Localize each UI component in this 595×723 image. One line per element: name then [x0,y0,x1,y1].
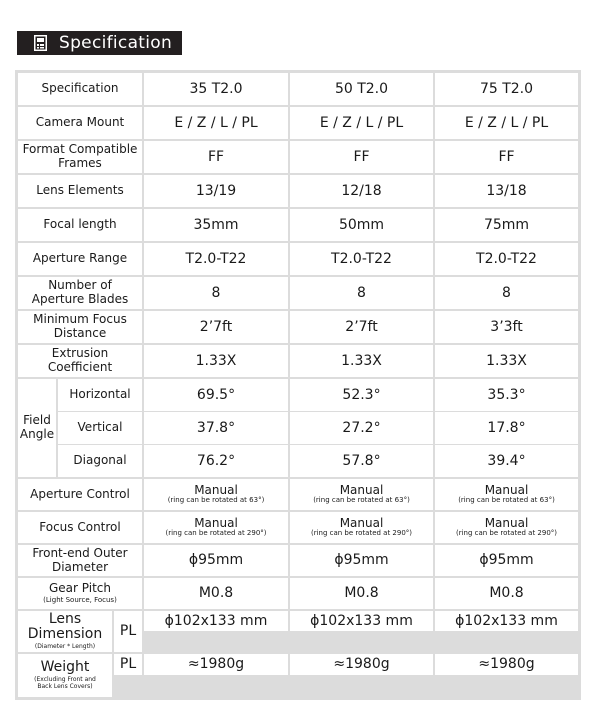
focus-control-2-note: (ring can be rotated at 290°) [310,529,413,538]
camera-mount-1: E / Z / L / PL [144,107,288,139]
label-focus-control: Focus Control [18,512,142,543]
model-1: 35 T2.0 [144,73,288,105]
blades-2: 8 [290,277,433,309]
format-3: FF [435,141,578,173]
label-weight-main: Weight [40,658,90,675]
weight-3: ≈1980g [435,654,578,675]
spec-sheet-icon [33,35,47,51]
label-vertical: Vertical [58,412,142,444]
aperture-control-3-value: Manual [484,482,529,497]
label-aperture-blades [18,277,142,309]
label-weight [18,654,112,697]
focal-length-3: 75mm [435,209,578,241]
label-format-compatible [18,141,142,173]
lens-dimension-1: ϕ102x133 mm [144,611,288,631]
label-diagonal: Diagonal [58,445,142,477]
horizontal-3: 35.3° [435,379,578,411]
vertical-3: 17.8° [435,412,578,444]
section-title: Specification [59,33,173,53]
aperture-control-3-note: (ring can be rotated at 63°) [458,496,555,505]
label-gear-pitch-main: Gear Pitch [49,581,111,596]
aperture-range-3: T2.0-T22 [435,243,578,275]
label-focus-line2: Distance [53,326,107,340]
min-focus-2: 2’7ft [290,311,433,343]
weight-1: ≈1980g [144,654,288,675]
vertical-2: 27.2° [290,412,433,444]
focus-control-2-value: Manual [339,515,384,530]
label-lens-dimension [18,611,112,652]
blades-1: 8 [144,277,288,309]
lens-dimension-pl: PL [114,611,142,652]
label-aperture-control: Aperture Control [18,479,142,510]
spec-table [15,70,581,700]
label-lens-dim-line2: Dimension [27,626,103,643]
label-format-line2: Frames [58,156,102,170]
min-focus-1: 2’7ft [144,311,288,343]
weight-2: ≈1980g [290,654,433,675]
focal-length-1: 35mm [144,209,288,241]
extrusion-2: 1.33X [290,345,433,377]
label-front-line1: Front-end Outer [32,545,128,560]
label-front-diameter [18,545,142,576]
label-blades-line1: Number of [48,278,112,293]
focus-control-3-note: (ring can be rotated at 290°) [455,529,558,538]
vertical-1: 37.8° [144,412,288,444]
aperture-range-2: T2.0-T22 [290,243,433,275]
label-weight-sub-line1: (Excluding Front and [34,676,96,684]
aperture-control-2-value: Manual [339,482,384,497]
weight-pl: PL [114,654,142,675]
front-diameter-1: ϕ95mm [144,545,288,576]
label-aperture-range: Aperture Range [18,243,142,275]
label-format-line1: Format Compatible [22,142,138,157]
horizontal-1: 69.5° [144,379,288,411]
label-min-focus [18,311,142,343]
aperture-control-2-note: (ring can be rotated at 63°) [313,496,410,505]
focus-control-1-value: Manual [194,515,238,530]
gear-pitch-3: M0.8 [435,578,578,609]
label-camera-mount: Camera Mount [18,107,142,139]
header-label-specification: Specification [18,73,142,105]
label-focal-length: Focal length [18,209,142,241]
extrusion-3: 1.33X [435,345,578,377]
focus-control-1-note: (ring can be rotated at 290°) [165,529,267,538]
diagonal-1: 76.2° [144,445,288,477]
label-focus-line1: Minimum Focus [33,312,127,327]
lens-dimension-3: ϕ102x133 mm [435,611,578,631]
label-field-angle-line2: Angle [19,427,55,441]
lens-dimension-2: ϕ102x133 mm [290,611,433,631]
diagonal-3: 39.4° [435,445,578,477]
aperture-range-1: T2.0-T22 [144,243,288,275]
min-focus-3: 3’3ft [435,311,578,343]
label-field-angle-line1: Field [23,413,51,428]
aperture-control-2 [290,479,433,510]
label-horizontal: Horizontal [58,379,142,411]
diagonal-2: 57.8° [290,445,433,477]
horizontal-2: 52.3° [290,379,433,411]
focus-control-3 [435,512,578,543]
aperture-control-3 [435,479,578,510]
blades-3: 8 [435,277,578,309]
label-front-line2: Diameter [51,559,109,574]
camera-mount-2: E / Z / L / PL [290,107,433,139]
label-lens-elements: Lens Elements [18,175,142,207]
label-weight-sub-line2: Back Lens Covers) [37,683,93,691]
section-header [17,31,182,55]
gear-pitch-2: M0.8 [290,578,433,609]
extrusion-1: 1.33X [144,345,288,377]
label-gear-pitch [18,578,142,609]
gear-pitch-1: M0.8 [144,578,288,609]
aperture-control-1 [144,479,288,510]
lens-elements-1: 13/19 [144,175,288,207]
label-field-angle [18,379,56,477]
front-diameter-3: ϕ95mm [435,545,578,576]
aperture-control-1-value: Manual [194,482,238,497]
label-lens-dim-sub: (Diameter * Length) [34,643,96,651]
camera-mount-3: E / Z / L / PL [435,107,578,139]
focal-length-2: 50mm [290,209,433,241]
label-blades-line2: Aperture Blades [31,292,129,306]
label-extrusion: Extrusion Coefficient [18,345,142,377]
focus-control-2 [290,512,433,543]
aperture-control-1-note: (ring can be rotated at 63°) [167,496,265,505]
label-lens-dim-line1: Lens [48,610,82,627]
model-2: 50 T2.0 [290,73,433,105]
format-1: FF [144,141,288,173]
model-3: 75 T2.0 [435,73,578,105]
label-gear-pitch-sub: (Light Source, Focus) [43,596,117,605]
focus-control-3-value: Manual [484,515,529,530]
format-2: FF [290,141,433,173]
focus-control-1 [144,512,288,543]
lens-elements-2: 12/18 [290,175,433,207]
lens-elements-3: 13/18 [435,175,578,207]
front-diameter-2: ϕ95mm [290,545,433,576]
